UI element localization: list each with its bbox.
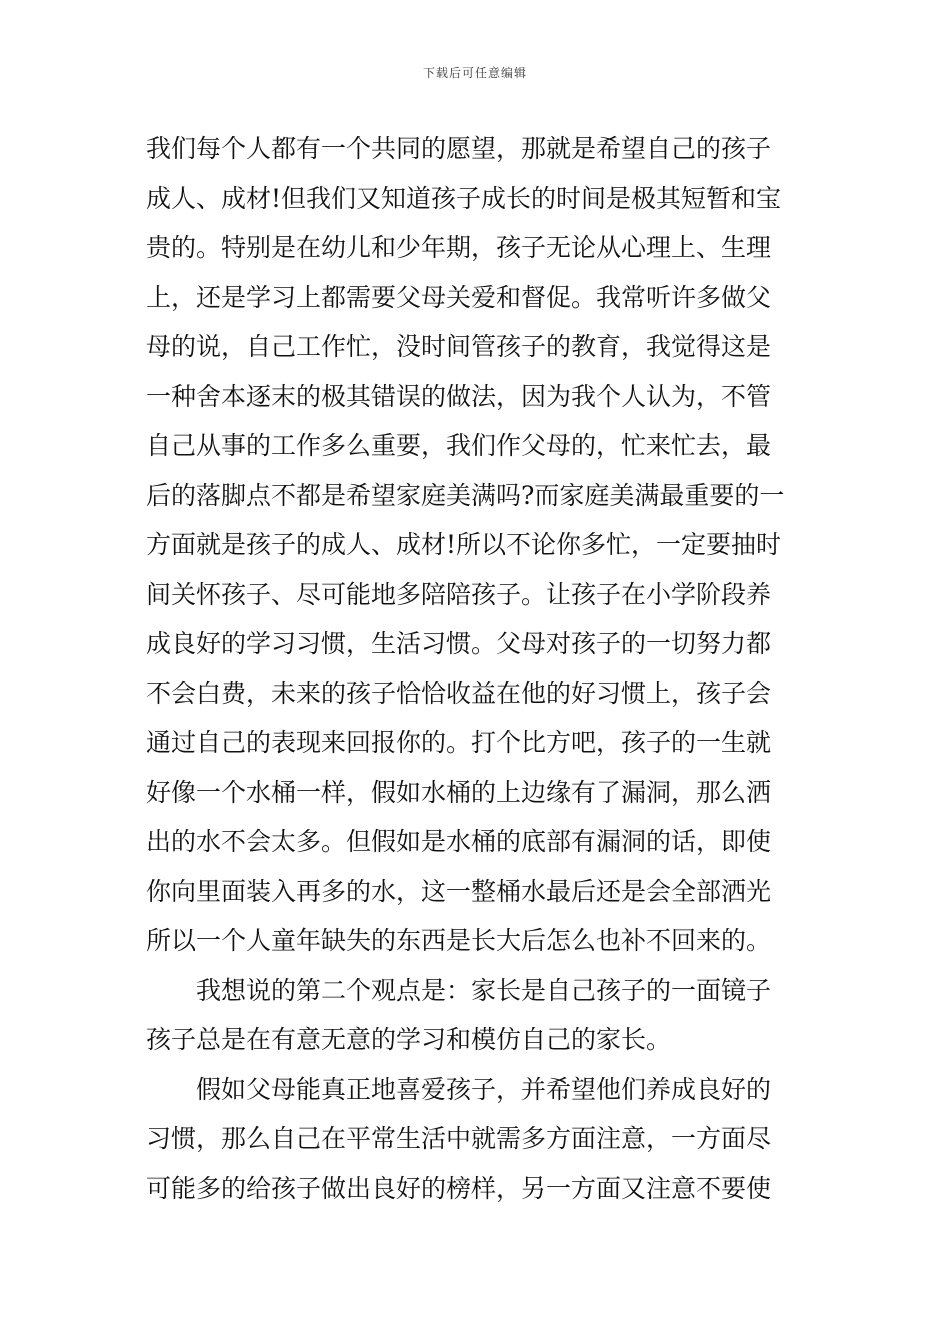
text-line: 孩子总是在有意无意的学习和模仿自己的家长。 (146, 1025, 672, 1054)
text-line: 所以一个人童年缺失的东西是长大后怎么也补不回来的。 (146, 926, 772, 955)
text-line: 母的说，自己工作忙，没时间管孩子的教育，我觉得这是 (146, 332, 772, 361)
text-line: 通过自己的表现来回报你的。打个比方吧，孩子的一生就 (146, 728, 772, 757)
text-line: 不会白费，未来的孩子恰恰收益在他的好习惯上，孩子会 (146, 678, 772, 708)
paragraph-start-line: 我想说的第二个观点是：家长是自己孩子的一面镜子 (196, 975, 772, 1005)
text-line: 间关怀孩子、尽可能地多陪陪孩子。让孩子在小学阶段养 (146, 579, 772, 609)
text-line: 自己从事的工作多么重要，我们作父母的，忙来忙去，最 (146, 431, 772, 460)
text-line: 可能多的给孩子做出良好的榜样，另一方面又注意不要使 (146, 1173, 772, 1203)
page-header: 下载后可任意编辑 (422, 66, 527, 80)
document-body (146, 124, 810, 1213)
text-line: 后的落脚点不都是希望家庭美满吗?而家庭美满最重要的一 (146, 480, 785, 510)
text-line: 一种舍本逐末的极其错误的做法，因为我个人认为，不管 (146, 381, 772, 411)
text-line: 上，还是学习上都需要父母关爱和督促。我常听许多做父 (146, 282, 772, 312)
text-line: 习惯，那么自己在平常生活中就需多方面注意，一方面尽 (146, 1124, 772, 1153)
text-line: 成良好的学习习惯，生活习惯。父母对孩子的一切努力都 (146, 629, 772, 658)
text-line: 你向里面装入再多的水，这一整桶水最后还是会全部洒光 (146, 876, 772, 906)
text-line: 出的水不会太多。但假如是水桶的底部有漏洞的话，即使 (146, 827, 772, 856)
paragraph-start-line: 假如父母能真正地喜爱孩子，并希望他们养成良好的 (196, 1074, 772, 1104)
text-line: 我们每个人都有一个共同的愿望，那就是希望自己的孩子 (146, 134, 772, 163)
text-line: 贵的。特别是在幼儿和少年期，孩子无论从心理上、生理 (146, 233, 772, 262)
text-line: 好像一个水桶一样，假如水桶的上边缘有了漏洞，那么洒 (146, 777, 772, 807)
text-line: 成人、成材!但我们又知道孩子成长的时间是极其短暂和宝 (146, 183, 782, 213)
text-line: 方面就是孩子的成人、成材!所以不论你多忙，一定要抽时 (146, 530, 782, 559)
